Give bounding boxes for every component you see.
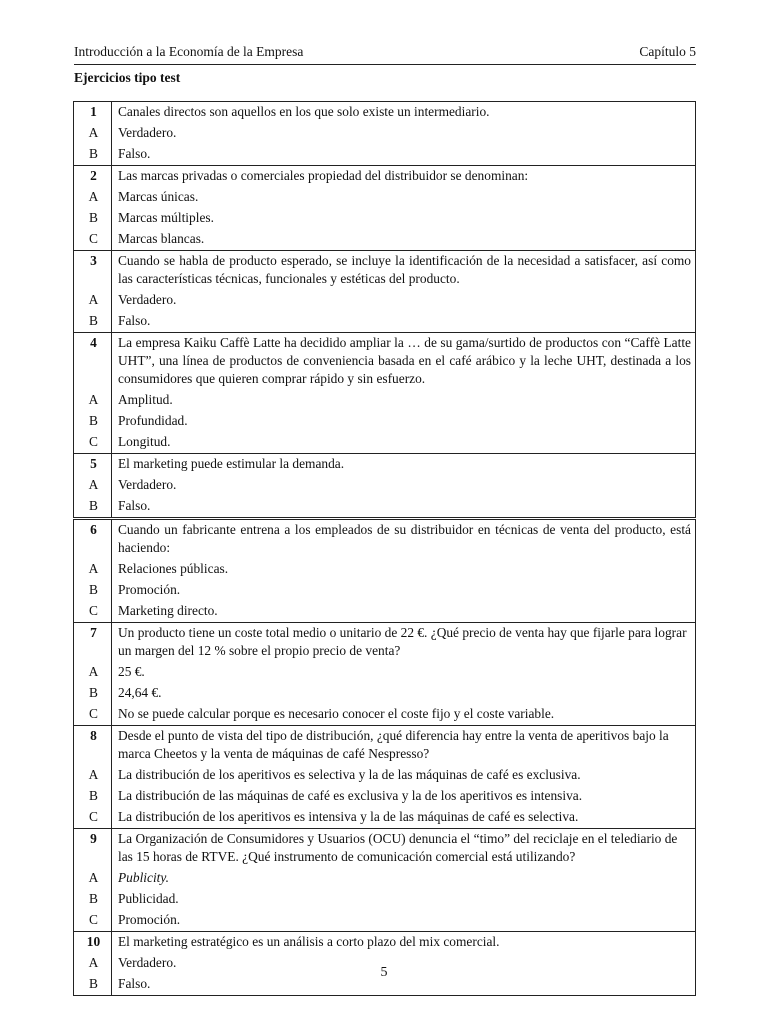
question-text: La Organización de Consumidores y Usuarios (OCU) denuncia el “timo” del reciclaje en el telediario de las 15 horas de RTVE. ¿Qué instrumento de comunicación comercial está utilizando?	[118, 831, 678, 864]
question-text: La empresa Kaiku Caffè Latte ha decidido ampliar la … de su gama/surtido de productos con “Caffè Latte UHT”, una línea de productos de conveniencia basada en el café arábico y la leche UHT, destinada a los consumidores que quieren comprar rápido y sin esfuerzo.	[118, 335, 691, 386]
option-text: Publicity.	[118, 870, 169, 885]
question-text: Cuando un fabricante entrena a los empleados de su distribuidor en técnicas de venta del producto, está haciendo:	[118, 522, 691, 555]
question-number: 7	[74, 623, 112, 663]
question-row	[74, 829, 696, 869]
option-letter: A	[74, 953, 112, 974]
question-1	[74, 102, 696, 166]
option-letter: B	[74, 411, 112, 432]
question-text: Desde el punto de vista del tipo de distribución, ¿qué diferencia hay entre la venta de aperitivos bajo la marca Cheetos y la venta de máquinas de café Nespresso?	[118, 728, 669, 761]
option-row	[74, 868, 696, 889]
question-number: 4	[74, 333, 112, 391]
question-row	[74, 333, 696, 391]
option-row	[74, 432, 696, 454]
option-text: Relaciones públicas.	[118, 561, 229, 576]
option-text: Falso.	[118, 976, 151, 991]
option-row	[74, 311, 696, 333]
question-9	[74, 829, 696, 932]
option-row	[74, 683, 696, 704]
option-letter: A	[74, 187, 112, 208]
option-row	[74, 144, 696, 166]
question-row	[74, 623, 696, 663]
option-text: Marcas múltiples.	[118, 210, 214, 225]
option-letter: B	[74, 311, 112, 333]
question-row	[74, 454, 696, 476]
option-letter: A	[74, 559, 112, 580]
option-row	[74, 765, 696, 786]
option-row	[74, 475, 696, 496]
question-row	[74, 102, 696, 124]
option-letter: C	[74, 229, 112, 251]
question-number: 2	[74, 166, 112, 188]
option-text: Marcas blancas.	[118, 231, 205, 246]
question-text: Un producto tiene un coste total medio o unitario de 22 €. ¿Qué precio de venta hay que fijarle para lograr un margen del 12 % sobre el propio precio de venta?	[118, 625, 687, 658]
question-number: 1	[74, 102, 112, 124]
chapter-label: Capítulo 5	[639, 44, 696, 59]
option-letter: A	[74, 123, 112, 144]
option-letter: A	[74, 290, 112, 311]
question-text: El marketing puede estimular la demanda.	[118, 456, 345, 471]
page-number: 5	[380, 965, 388, 980]
option-row	[74, 889, 696, 910]
question-row	[74, 251, 696, 291]
option-letter: A	[74, 868, 112, 889]
option-text: Profundidad.	[118, 413, 188, 428]
question-row	[74, 726, 696, 766]
option-row	[74, 559, 696, 580]
option-letter: C	[74, 432, 112, 454]
option-text: Publicidad.	[118, 891, 179, 906]
question-number: 9	[74, 829, 112, 869]
question-2	[74, 166, 696, 251]
option-row	[74, 208, 696, 229]
question-row	[74, 166, 696, 188]
option-row	[74, 123, 696, 144]
option-text: Promoción.	[118, 912, 181, 927]
option-text: Marcas únicas.	[118, 189, 199, 204]
option-letter: B	[74, 496, 112, 519]
option-letter: A	[74, 765, 112, 786]
book-title: Introducción a la Economía de la Empresa	[74, 44, 304, 59]
option-row	[74, 411, 696, 432]
question-number: 10	[74, 932, 112, 954]
question-8	[74, 726, 696, 829]
question-number: 3	[74, 251, 112, 291]
option-letter: A	[74, 475, 112, 496]
option-text: La distribución de los aperitivos es selectiva y la de las máquinas de café es exclusiva.	[118, 767, 581, 782]
option-text: Falso.	[118, 313, 151, 328]
question-text: El marketing estratégico es un análisis a corto plazo del mix comercial.	[118, 934, 500, 949]
option-row	[74, 910, 696, 932]
option-letter: B	[74, 889, 112, 910]
question-text: Canales directos son aquellos en los que solo existe un intermediario.	[118, 104, 490, 119]
option-text: Falso.	[118, 498, 151, 513]
option-row	[74, 187, 696, 208]
option-text: No se puede calcular porque es necesario conocer el coste fijo y el coste variable.	[118, 706, 555, 721]
option-row	[74, 390, 696, 411]
option-letter: B	[74, 683, 112, 704]
option-text: Verdadero.	[118, 477, 177, 492]
option-row	[74, 229, 696, 251]
option-letter: C	[74, 704, 112, 726]
option-text: Verdadero.	[118, 125, 177, 140]
option-letter: A	[74, 390, 112, 411]
question-number: 5	[74, 454, 112, 476]
question-row	[74, 932, 696, 954]
option-text: Amplitud.	[118, 392, 173, 407]
option-row	[74, 786, 696, 807]
option-letter: B	[74, 974, 112, 996]
question-6	[74, 519, 696, 623]
question-10	[74, 932, 696, 996]
question-text: Cuando se habla de producto esperado, se incluye la identificación de la necesidad a satisfacer, así como las características técnicas, funcionales y estéticas del producto.	[118, 253, 691, 286]
option-letter: C	[74, 601, 112, 623]
option-row	[74, 704, 696, 726]
question-7	[74, 623, 696, 726]
option-letter: B	[74, 144, 112, 166]
option-text: Verdadero.	[118, 955, 177, 970]
option-letter: C	[74, 910, 112, 932]
section-title: Ejercicios tipo test	[74, 70, 181, 85]
option-row	[74, 601, 696, 623]
option-row	[74, 807, 696, 829]
option-row	[74, 580, 696, 601]
option-row	[74, 290, 696, 311]
option-row	[74, 496, 696, 519]
test-questions-table	[73, 101, 696, 996]
question-number: 8	[74, 726, 112, 766]
option-letter: B	[74, 786, 112, 807]
option-text: Verdadero.	[118, 292, 177, 307]
option-text: La distribución de los aperitivos es intensiva y la de las máquinas de café es selectiva.	[118, 809, 579, 824]
option-letter: C	[74, 807, 112, 829]
question-4	[74, 333, 696, 454]
option-letter: A	[74, 662, 112, 683]
question-row	[74, 519, 696, 560]
question-number: 6	[74, 519, 112, 560]
option-text: La distribución de las máquinas de café es exclusiva y la de los aperitivos es intensiva.	[118, 788, 583, 803]
option-text: Longitud.	[118, 434, 171, 449]
question-3	[74, 251, 696, 333]
option-text: Promoción.	[118, 582, 181, 597]
option-row	[74, 662, 696, 683]
option-text: 25 €.	[118, 664, 145, 679]
question-5	[74, 454, 696, 519]
option-letter: B	[74, 208, 112, 229]
page-header	[74, 42, 696, 65]
option-text: 24,64 €.	[118, 685, 162, 700]
option-text: Marketing directo.	[118, 603, 218, 618]
option-letter: B	[74, 580, 112, 601]
question-text: Las marcas privadas o comerciales propiedad del distribuidor se denominan:	[118, 168, 529, 183]
option-text: Falso.	[118, 146, 151, 161]
